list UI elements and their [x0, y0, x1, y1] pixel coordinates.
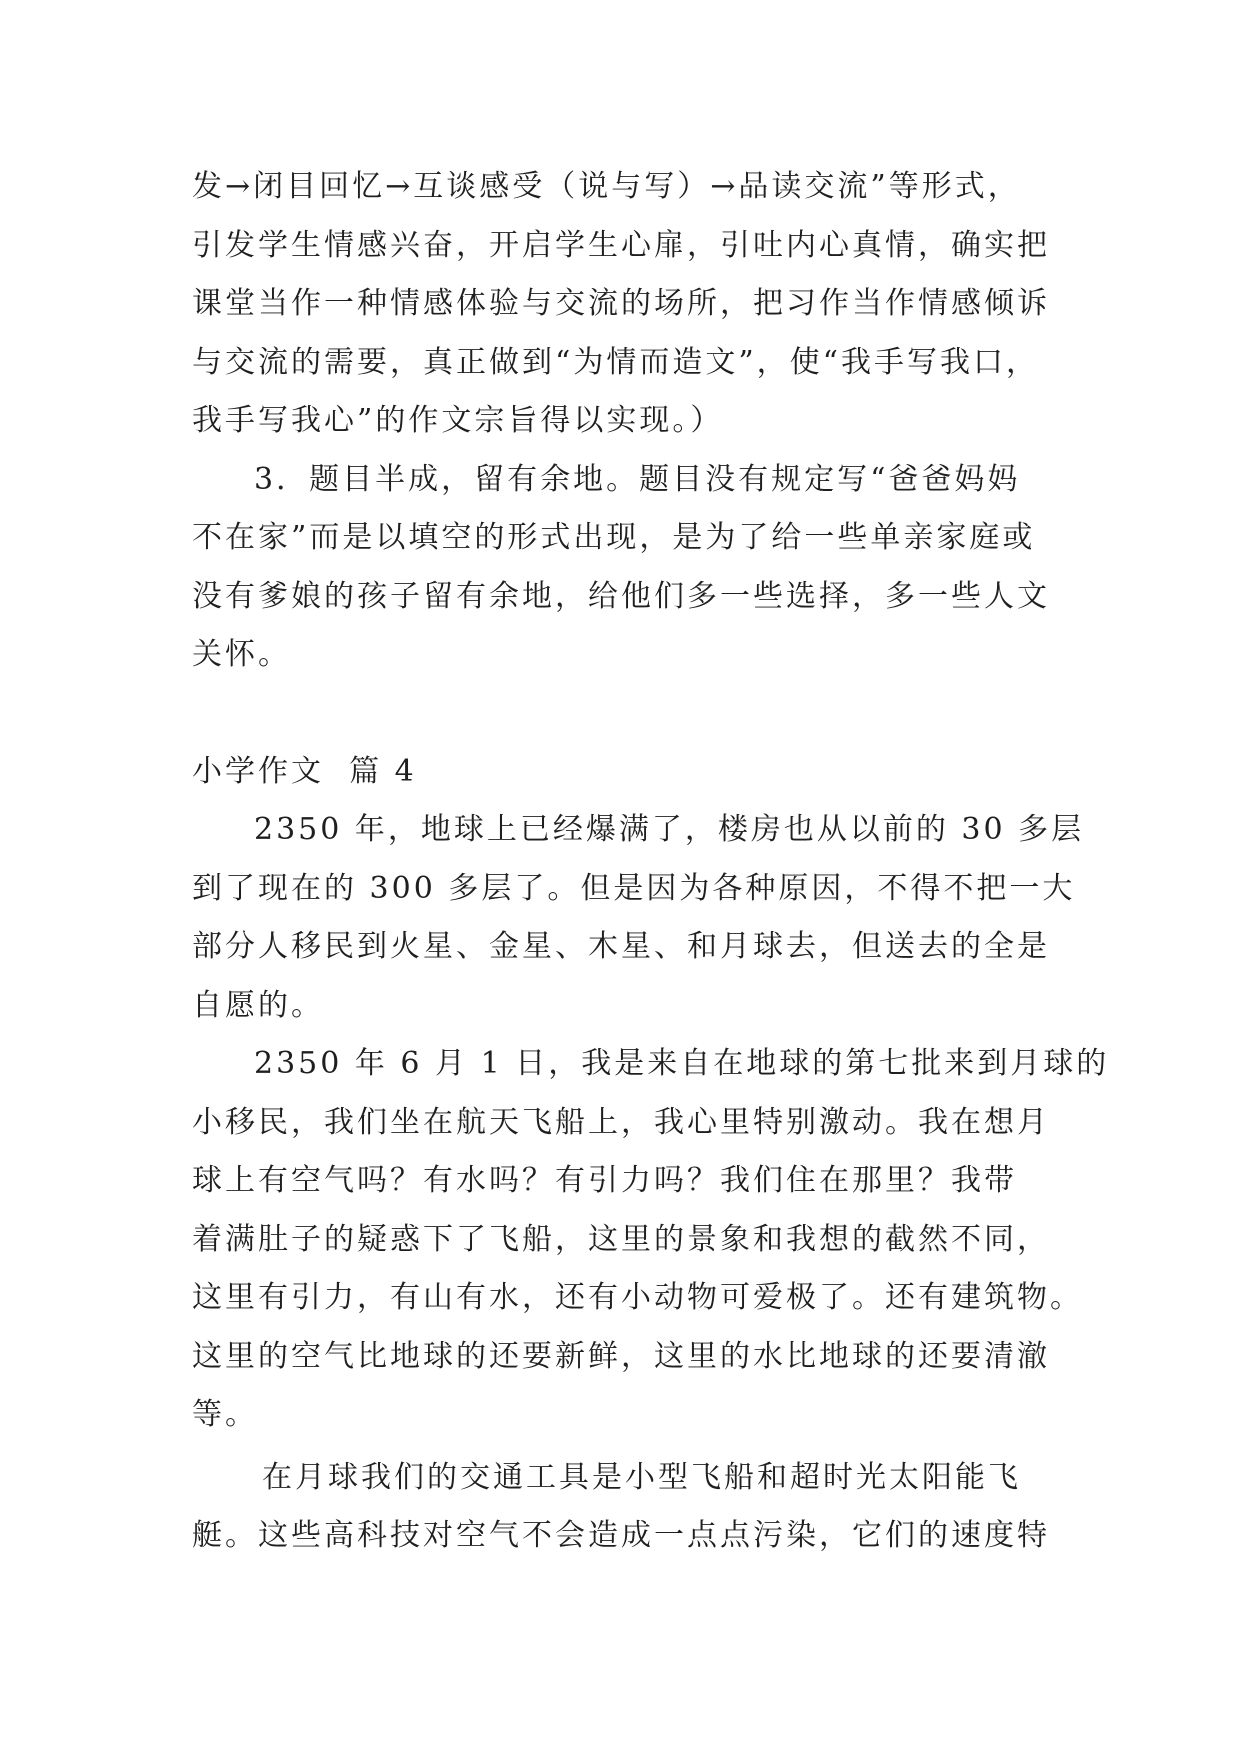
- text-line: 球上有空气吗？有水吗？有引力吗？我们住在那里？我带: [192, 1163, 1017, 1198]
- paragraph-continuation: [192, 158, 1050, 451]
- text-line: 自愿的。: [192, 987, 324, 1023]
- text-line: 艇。这些高科技对空气不会造成一点点污染，它们的速度特: [192, 1518, 1050, 1553]
- paragraph-point-3: [192, 451, 1050, 685]
- text-line: 着满肚子的疑惑下了飞船，这里的景象和我想的截然不同，: [192, 1221, 1050, 1257]
- text-line: 2350 年 6 月 1 日，我是来自在地球的第七批来到月球的: [254, 1046, 1110, 1081]
- text-line: 引发学生情感兴奋，开启学生心扉，引吐内心真情，确实把: [192, 227, 1050, 263]
- text-line: 发→闭目回忆→互谈感受（说与写）→品读交流”等形式，: [192, 169, 1021, 204]
- text-line: 这里的空气比地球的还要新鲜，这里的水比地球的还要清澈: [192, 1338, 1050, 1374]
- essay-paragraph-2: [192, 1035, 1110, 1445]
- text-line: 在月球我们的交通工具是小型飞船和超时光太阳能飞: [262, 1459, 1021, 1495]
- text-line: 小移民，我们坐在航天飞船上，我心里特别激动。我在想月: [192, 1104, 1050, 1140]
- text-line: 课堂当作一种情感体验与交流的场所，把习作当作情感倾诉: [192, 286, 1050, 321]
- text-line: 2350 年，地球上已经爆满了，楼房也从以前的 30 多层: [254, 812, 1085, 847]
- text-line: 我手写我心”的作文宗旨得以实现。）: [192, 403, 724, 438]
- text-line: 没有爹娘的孩子留有余地，给他们多一些选择，多一些人文: [192, 578, 1050, 614]
- essay-paragraph-3: [192, 1449, 1050, 1566]
- text-line: 与交流的需要，真正做到“为情而造文”，使“我手写我口，: [192, 344, 1040, 380]
- text-line: 到了现在的 300 多层了。但是因为各种原因，不得不把一大: [192, 870, 1076, 906]
- text-line: 这里有引力，有山有水，还有小动物可爱极了。还有建筑物。: [192, 1280, 1083, 1315]
- spacer: [192, 685, 1050, 743]
- essay-paragraph-1: [192, 801, 1085, 1035]
- text-line: 3．题目半成，留有余地。题目没有规定写“爸爸妈妈: [254, 461, 1021, 497]
- text-line: 等。: [192, 1397, 258, 1432]
- section-heading: 小学作文 篇 4: [192, 753, 417, 789]
- text-line: 关怀。: [192, 637, 291, 672]
- text-line: 部分人移民到火星、金星、木星、和月球去，但送去的全是: [192, 929, 1050, 964]
- document-body: [192, 158, 1110, 1566]
- text-line: 不在家”而是以填空的形式出现，是为了给一些单亲家庭或: [192, 520, 1036, 555]
